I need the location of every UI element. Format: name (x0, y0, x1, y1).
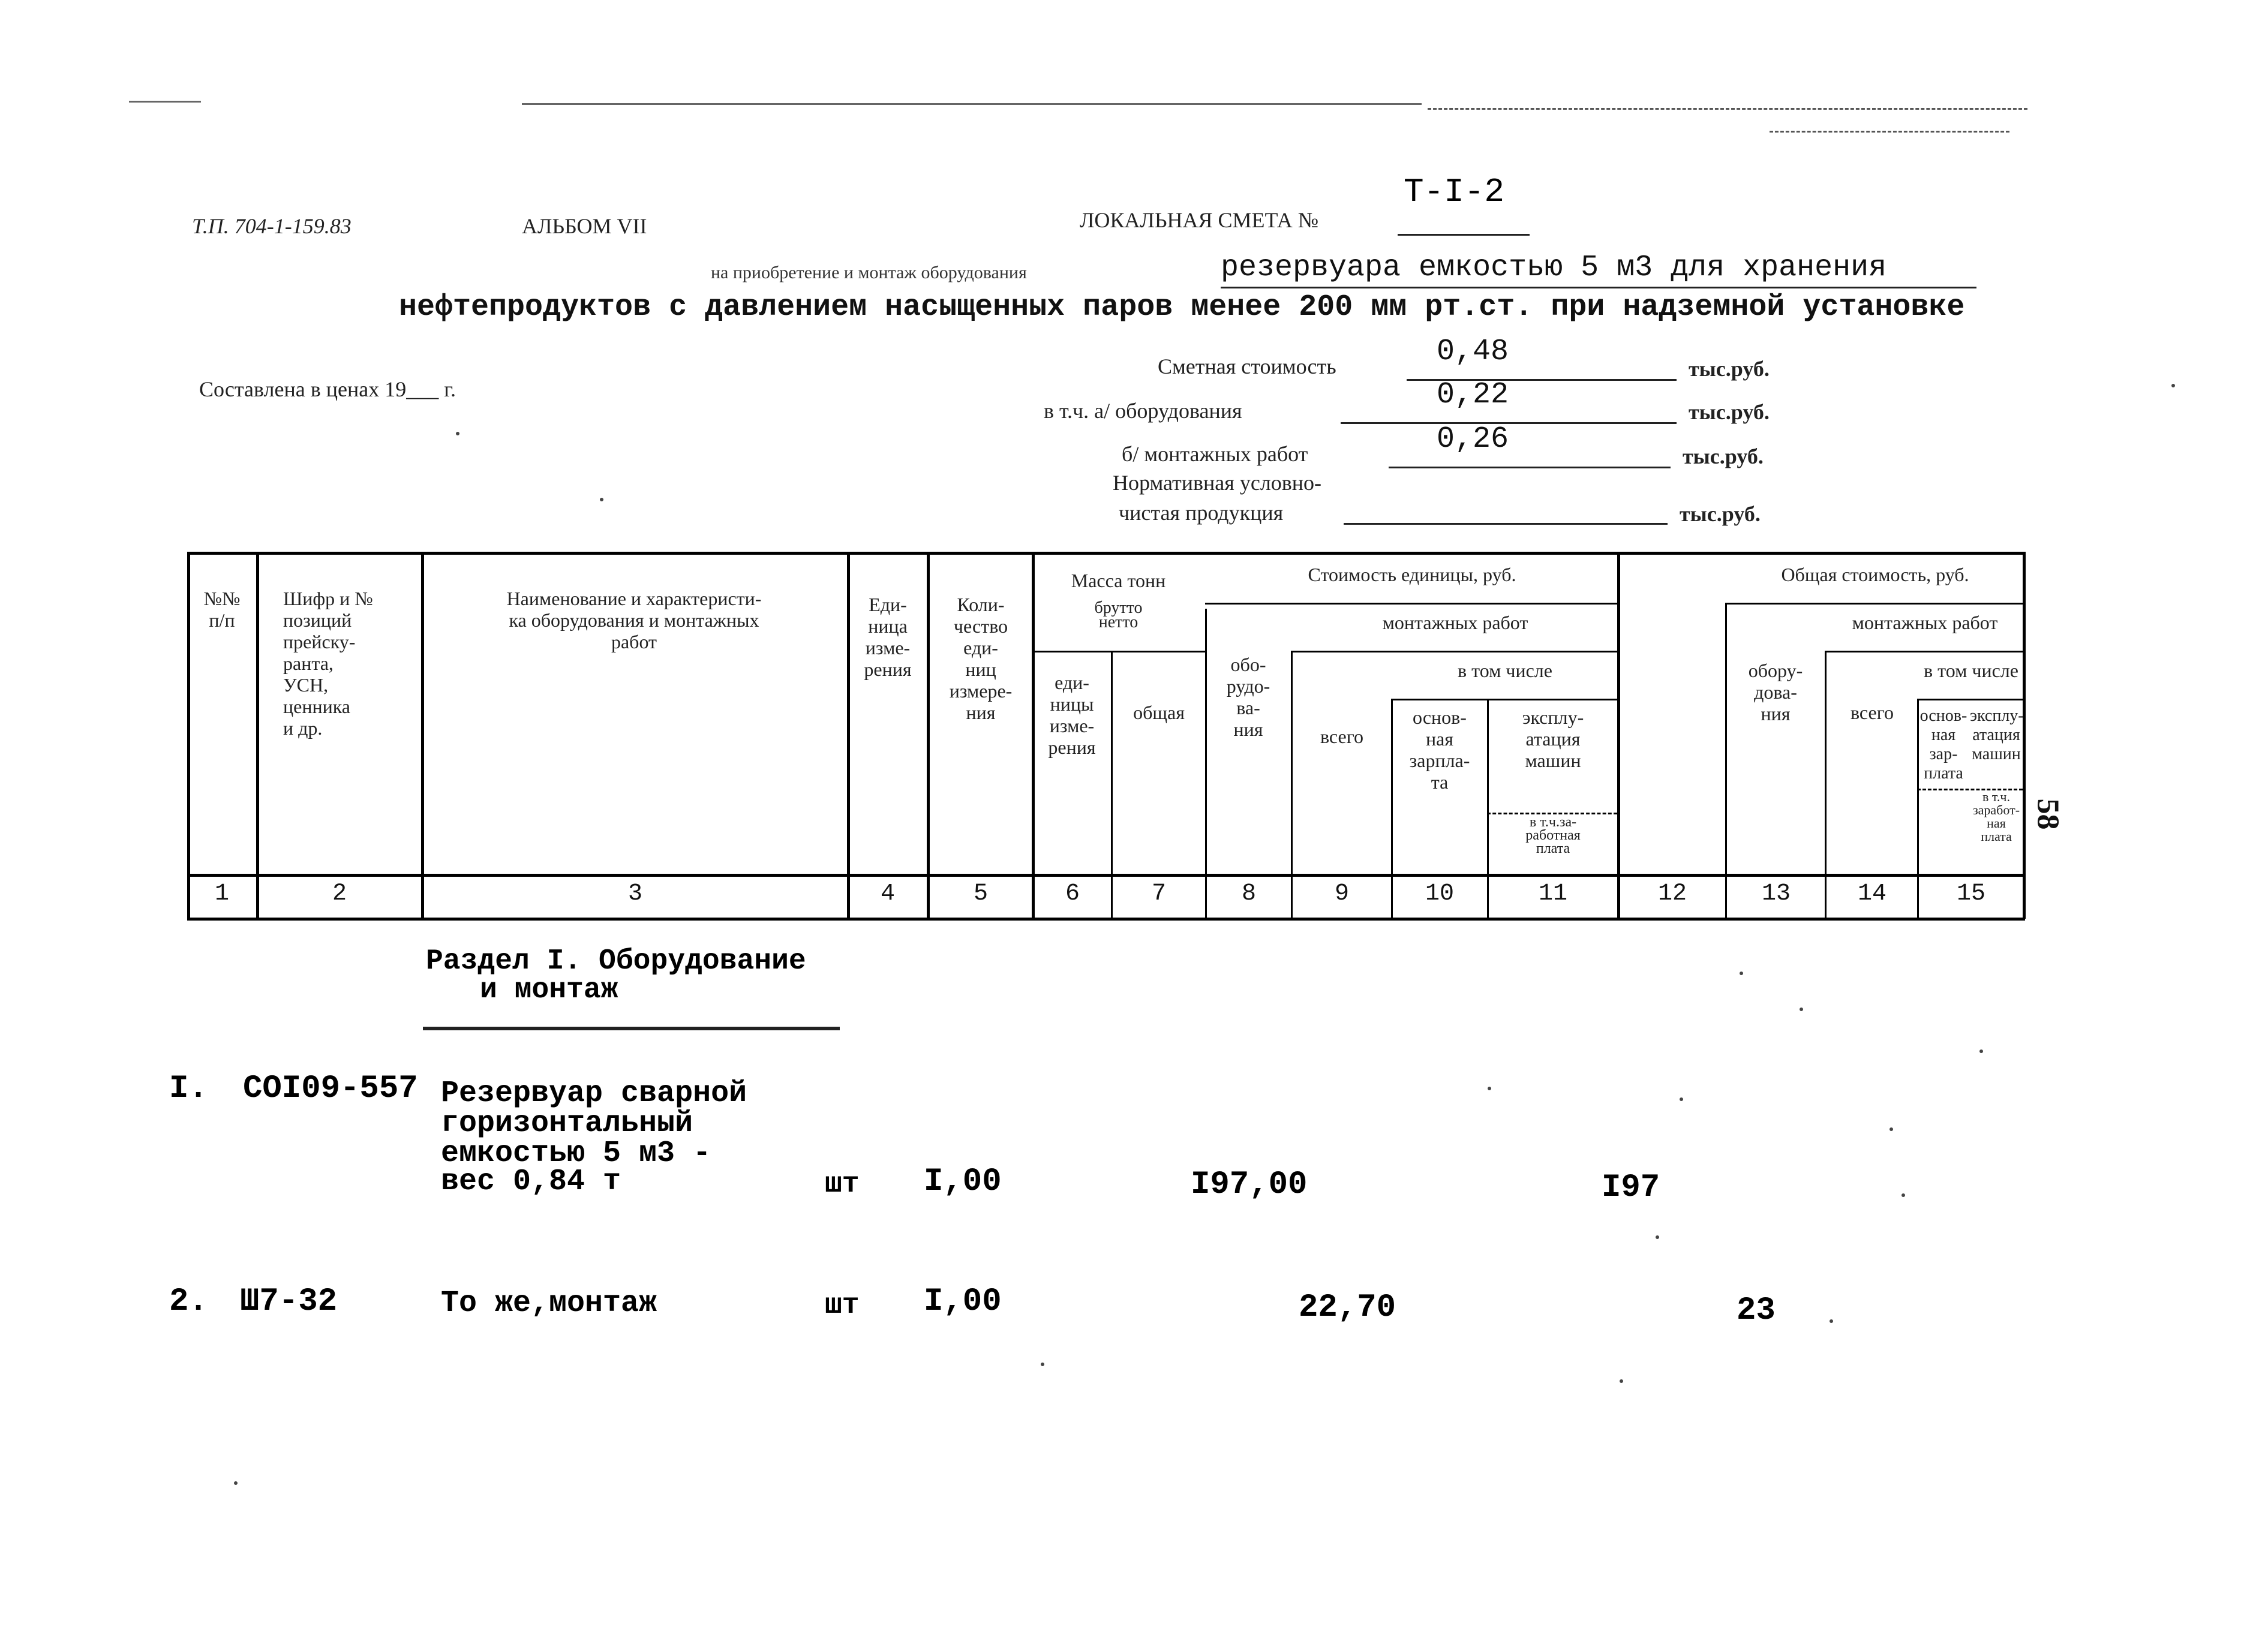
row-name: емкостью 5 м3 - (441, 1136, 711, 1171)
col-header-code: Шифр и № позиций прейску- ранта, УСН, ценника и др. (283, 588, 373, 739)
purpose-line-2: нефтепродуктов с давлением насыщенных паров менее 200 мм рт.ст. при надземной установке (399, 290, 1965, 324)
col-header-mass-total: общая (1133, 702, 1185, 723)
column-line (1725, 603, 1727, 919)
scan-rule (1770, 131, 2009, 133)
header-line (1032, 651, 1205, 652)
column-number: 5 (973, 880, 988, 907)
col-header-equipment: обо- рудо- ва- ния (1226, 654, 1270, 740)
total-cost-unit: тыс.руб. (1689, 357, 1770, 381)
scan-speck (1680, 1097, 1683, 1101)
column-number: 2 (332, 880, 347, 907)
scan-speck (1620, 1379, 1623, 1383)
section-title: Раздел I. Оборудование (426, 945, 806, 978)
equipment-cost-unit: тыс.руб. (1689, 400, 1770, 424)
header-line (1291, 651, 1617, 652)
col-header-number: №№ п/п (203, 588, 241, 631)
col-header-incl-2: в том числе (1924, 660, 2018, 681)
page-side-mark: 58 (2030, 798, 2065, 830)
scan-speck (1740, 972, 1743, 975)
column-line (256, 552, 259, 919)
col-header-machines-salary-2: в т.ч. заработ- ная плата (1972, 789, 2020, 844)
column-line (2023, 552, 2026, 919)
scan-rule (129, 101, 201, 103)
normative-label-1: Нормативная условно- (1113, 471, 1322, 495)
album-label: АЛЬБОМ VII (522, 214, 647, 238)
row-qty: I,00 (924, 1163, 1002, 1200)
install-cost-underline (1389, 467, 1671, 468)
normative-underline (1344, 523, 1668, 525)
col-header-incl: в том числе (1458, 660, 1552, 681)
column-number: 15 (1956, 880, 1985, 907)
col-header-install-total-2: всего (1850, 702, 1894, 723)
header-line (1391, 699, 1617, 700)
col-header-install-works-2: монтажных работ (1852, 612, 1998, 633)
smeta-label: ЛОКАЛЬНАЯ СМЕТА № (1080, 208, 1319, 232)
scan-speck (456, 432, 459, 435)
install-cost-value: 0,26 (1437, 422, 1509, 456)
column-number: 6 (1065, 880, 1080, 907)
install-cost-unit: тыс.руб. (1683, 444, 1764, 468)
install-cost-label: б/ монтажных работ (1122, 442, 1308, 466)
col-header-install-total: всего (1320, 726, 1364, 747)
col-header-unit-cost: Стоимость единицы, руб. (1308, 564, 1516, 585)
scan-speck (1656, 1235, 1659, 1239)
column-line (1617, 552, 1620, 919)
prices-label: Составлена в ценах 19___ г. (199, 377, 456, 401)
smeta-number-underline (1398, 234, 1530, 236)
col-header-mass: Масса тонн (1071, 570, 1166, 591)
header-line (1825, 651, 2023, 652)
col-header-mass-unit: еди- ницы изме- рения (1048, 672, 1096, 758)
col-header-machines: эксплу- атация машин (1522, 706, 1584, 771)
col-header-install-works: монтажных работ (1382, 612, 1528, 633)
row-unit: шт (825, 1168, 860, 1201)
column-number: 3 (627, 880, 642, 907)
table-border (187, 874, 2025, 877)
col-header-machines-2: эксплу- атация машин (1970, 706, 2024, 763)
col-header-machines-salary: в т.ч.за- работная плата (1525, 814, 1581, 856)
row-number: 2. (169, 1283, 208, 1320)
column-line (1291, 651, 1293, 919)
col-header-unit: Еди- ница изме- рения (864, 594, 912, 680)
purpose-label: на приобретение и монтаж оборудования (711, 263, 1027, 282)
column-number: 11 (1538, 880, 1567, 907)
scan-rule (522, 103, 1422, 105)
table-border (187, 552, 2025, 555)
row-unit-cost: 22,70 (1299, 1289, 1396, 1326)
column-number: 12 (1657, 880, 1687, 907)
column-number: 1 (214, 880, 229, 907)
column-number: 10 (1425, 880, 1454, 907)
column-line (1917, 699, 1919, 919)
col-header-mass-sub: брутто нетто (1094, 599, 1143, 631)
scan-rule (1428, 108, 2027, 110)
scan-speck (1800, 1008, 1803, 1011)
col-header-salary: основ- ная зарпла- та (1409, 706, 1470, 793)
column-line (1825, 651, 1827, 919)
scan-speck (234, 1481, 238, 1485)
scan-speck (2171, 384, 2175, 387)
tp-number: Т.П. 704-1-159.83 (192, 214, 352, 238)
header-line (1725, 603, 2023, 605)
column-number: 8 (1241, 880, 1256, 907)
section-underline (423, 1027, 840, 1030)
row-code: COI09-557 (243, 1070, 418, 1107)
row-name: То же,монтаж (441, 1286, 657, 1321)
purpose-line-1: резервуара емкостью 5 м3 для хранения (1221, 251, 1887, 285)
smeta-number: Т-I-2 (1404, 173, 1505, 211)
row-qty: I,00 (924, 1283, 1002, 1320)
row-total: I97 (1602, 1169, 1660, 1206)
column-line (421, 552, 424, 919)
equipment-cost-label: в т.ч. а/ оборудования (1044, 399, 1242, 423)
row-total: 23 (1737, 1292, 1776, 1329)
row-number: I. (169, 1070, 208, 1107)
row-unit-cost: I97,00 (1191, 1166, 1308, 1203)
normative-label-2: чистая продукция (1119, 501, 1284, 525)
total-cost-value: 0,48 (1437, 335, 1509, 369)
scan-speck (1890, 1127, 1893, 1131)
row-code: Ш7-32 (240, 1283, 338, 1320)
column-number: 7 (1151, 880, 1166, 907)
scan-speck (600, 498, 603, 501)
estimate-table (187, 552, 2025, 919)
column-number: 9 (1334, 880, 1349, 907)
column-number: 13 (1761, 880, 1791, 907)
column-line (1111, 651, 1113, 919)
col-header-qty: Коли- чество еди- ниц измере- ния (949, 594, 1013, 723)
column-number: 14 (1857, 880, 1887, 907)
col-header-total-cost: Общая стоимость, руб. (1781, 564, 1969, 585)
equipment-cost-value: 0,22 (1437, 378, 1509, 412)
scan-speck (1830, 1319, 1833, 1323)
header-line (1205, 603, 1617, 605)
scan-speck (1901, 1193, 1905, 1197)
purpose-underline (1221, 287, 1976, 288)
row-name: горизонтальный (441, 1106, 693, 1141)
table-border (187, 918, 2025, 921)
scan-speck (1488, 1087, 1491, 1090)
scan-speck (1979, 1049, 1983, 1053)
col-header-total-equipment: обору- дова- ния (1748, 660, 1803, 724)
section-title-cont: и монтаж (480, 974, 618, 1006)
col-header-name: Наименование и характеристи- ка оборудования и монтажных работ (506, 588, 762, 652)
row-name: Резервуар сварной (441, 1076, 747, 1111)
col-header-salary-2: основ- ная зар- плата (1919, 706, 1967, 783)
scan-speck (1041, 1363, 1044, 1366)
column-number: 4 (880, 880, 895, 907)
normative-unit: тыс.руб. (1680, 502, 1761, 526)
row-unit: шт (825, 1289, 860, 1322)
row-name: вес 0,84 т (441, 1165, 621, 1199)
header-line (1917, 699, 2023, 700)
total-cost-label: Сметная стоимость (1158, 354, 1336, 378)
